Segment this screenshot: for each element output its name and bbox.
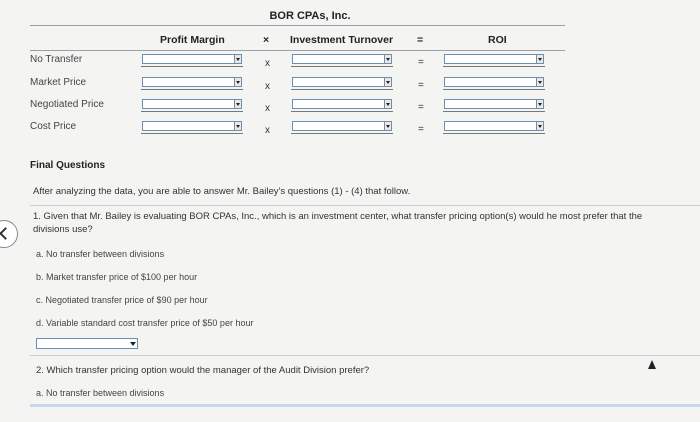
final-questions-intro: After analyzing the data, you are able to answer Mr. Bailey's questions (1) - (4) that follow. bbox=[33, 186, 411, 197]
section-divider bbox=[30, 205, 700, 206]
row-label-negotiated-price: Negotiated Price bbox=[30, 99, 104, 110]
profit-margin-select-cost-price[interactable] bbox=[142, 121, 242, 131]
roi-select-negotiated-price[interactable] bbox=[444, 99, 544, 109]
profit-margin-select-negotiated-price[interactable] bbox=[142, 99, 242, 109]
roi-select-cost-price[interactable] bbox=[444, 121, 544, 131]
col-roi: ROI bbox=[488, 34, 507, 46]
dropdown-arrow-icon bbox=[234, 78, 241, 86]
dropdown-arrow-icon bbox=[536, 78, 543, 86]
dropdown-arrow-icon bbox=[384, 100, 391, 108]
question-1-text: 1. Given that Mr. Bailey is evaluating BOR CPAs, Inc., which is an investment center, what transfer pricing option(s) would he most prefer that the bbox=[33, 211, 643, 222]
multiply-sign: x bbox=[265, 81, 270, 92]
dropdown-arrow-icon bbox=[536, 122, 543, 130]
multiply-sign: x bbox=[265, 125, 270, 136]
question-1-text-cont: divisions use? bbox=[33, 224, 93, 235]
roi-select-no-transfer[interactable] bbox=[444, 54, 544, 64]
dropdown-arrow-icon bbox=[384, 55, 391, 63]
q1-option-d: d. Variable standard cost transfer price of $50 per hour bbox=[36, 318, 254, 328]
final-questions-heading: Final Questions bbox=[30, 160, 106, 171]
col-investment-turnover: Investment Turnover bbox=[290, 34, 394, 46]
profit-margin-select-market-price[interactable] bbox=[142, 77, 242, 87]
col-profit-margin: Profit Margin bbox=[160, 34, 225, 46]
dropdown-arrow-icon bbox=[130, 342, 136, 346]
question-2-text: 2. Which transfer pricing option would the manager of the Audit Division prefer? bbox=[36, 365, 370, 376]
dropdown-arrow-icon bbox=[234, 55, 241, 63]
q1-answer-select[interactable] bbox=[36, 338, 138, 349]
dropdown-arrow-icon bbox=[536, 55, 543, 63]
q1-option-b: b. Market transfer price of $100 per hour bbox=[36, 272, 198, 282]
bottom-edge bbox=[30, 404, 700, 407]
col-op-equals: = bbox=[417, 34, 424, 46]
turnover-select-cost-price[interactable] bbox=[292, 121, 392, 131]
q2-option-a: a. No transfer between divisions bbox=[36, 388, 165, 398]
dropdown-arrow-icon bbox=[234, 100, 241, 108]
title-divider bbox=[30, 25, 565, 26]
turnover-select-no-transfer[interactable] bbox=[292, 54, 392, 64]
col-op-multiply: × bbox=[263, 34, 270, 46]
turnover-select-market-price[interactable] bbox=[292, 77, 392, 87]
equals-sign: = bbox=[418, 57, 424, 68]
back-button[interactable] bbox=[0, 220, 18, 248]
q1-option-c: c. Negotiated transfer price of $90 per hour bbox=[36, 295, 208, 305]
section-divider bbox=[30, 355, 700, 356]
header-divider bbox=[30, 50, 565, 51]
multiply-sign: x bbox=[265, 58, 270, 69]
row-label-market-price: Market Price bbox=[30, 77, 87, 88]
row-label-no-transfer: No Transfer bbox=[30, 54, 83, 65]
table-title: BOR CPAs, Inc. bbox=[269, 10, 351, 22]
dropdown-arrow-icon bbox=[384, 122, 391, 130]
multiply-sign: x bbox=[265, 103, 270, 114]
mouse-cursor-icon bbox=[648, 360, 656, 369]
row-label-cost-price: Cost Price bbox=[30, 121, 77, 132]
equals-sign: = bbox=[418, 124, 424, 135]
equals-sign: = bbox=[418, 80, 424, 91]
dropdown-arrow-icon bbox=[234, 122, 241, 130]
q1-option-a: a. No transfer between divisions bbox=[36, 249, 165, 259]
equals-sign: = bbox=[418, 102, 424, 113]
dropdown-arrow-icon bbox=[384, 78, 391, 86]
roi-select-market-price[interactable] bbox=[444, 77, 544, 87]
dropdown-arrow-icon bbox=[536, 100, 543, 108]
turnover-select-negotiated-price[interactable] bbox=[292, 99, 392, 109]
profit-margin-select-no-transfer[interactable] bbox=[142, 54, 242, 64]
